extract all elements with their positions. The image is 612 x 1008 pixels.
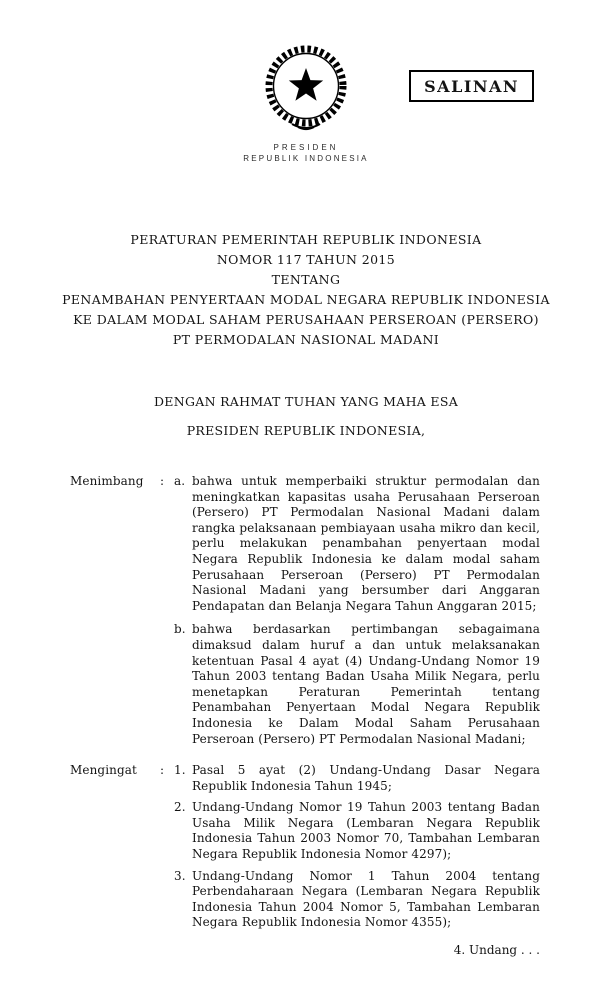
mengingat-label: Mengingat (70, 763, 137, 778)
regulation-title (0, 230, 612, 350)
preamble (0, 394, 612, 438)
item-text: Pasal 5 ayat (2) Undang-Undang Dasar Negara Republik Indonesia Tahun 1945; (192, 763, 540, 793)
item-marker: b. (174, 622, 186, 637)
preamble-rahmat: DENGAN RAHMAT TUHAN YANG MAHA ESA (153, 394, 459, 409)
title-line-number: NOMOR 117 TAHUN 2015 (216, 252, 396, 267)
mengingat-colon: : (160, 763, 165, 778)
title-line-tentang: TENTANG (271, 272, 341, 287)
mengingat-items (174, 763, 540, 931)
title-line-subject-3: PT PERMODALAN NASIONAL MADANI (172, 332, 440, 347)
mengingat-item-1 (174, 763, 540, 794)
title-line-subject-1: PENAMBAHAN PENYERTAAN MODAL NEGARA REPUBLIK INDONESIA (62, 292, 550, 307)
item-marker: 1. (174, 763, 186, 778)
menimbang-item-a (174, 474, 540, 614)
mengingat-item-3 (174, 869, 540, 931)
mengingat-section (70, 763, 540, 931)
menimbang-items (174, 474, 540, 747)
title-line-subject-2: KE DALAM MODAL SAHAM PERUSAHAAN PERSEROAN (PERSERO) (73, 312, 539, 327)
title-line-regulation: PERATURAN PEMERINTAH REPUBLIK INDONESIA (130, 232, 482, 247)
salinan-stamp (409, 70, 534, 102)
letterhead-caption (0, 142, 612, 164)
item-marker: 2. (174, 800, 186, 815)
menimbang-colon: : (160, 474, 165, 488)
letterhead-republik-indonesia: REPUBLIK INDONESIA (243, 154, 369, 163)
item-marker: a. (174, 474, 186, 488)
item-text: Undang-Undang Nomor 19 Tahun 2003 tentang Badan Usaha Milik Negara (Lembaran Negara Republik Indonesia Tahun 2003 Nomor 70, Tambahan Lembaran Negara Republik Indonesia Nomor 4297); (192, 800, 540, 862)
item-text: bahwa untuk memperbaiki struktur permodalan dan meningkatkan kapasitas usaha Perusahaan Perseroan (Persero) PT Permodalan Nasional Madani dalam rangka pelaksanaan pembiayaan usaha mikro dan kecil, perlu melakukan penambahan penyertaan modal Negara Republik Indonesia ke dalam modal saham Perusahaan Perseroan (Persero) PT Permodalan Nasional Madani yang bersumber dari Anggaran Pendapatan dan Belanja Negara Tahun Anggaran 2015; (192, 474, 540, 613)
menimbang-label: Menimbang (70, 474, 144, 488)
letterhead-presiden: PRESIDEN (273, 143, 339, 152)
salinan-label: SALINAN (424, 77, 519, 96)
menimbang-section (70, 474, 540, 747)
page-catchword: 4. Undang . . . (453, 943, 540, 958)
item-text: Undang-Undang Nomor 1 Tahun 2004 tentang Perbendaharaan Negara (Lembaran Negara Republik Indonesia Tahun 2004 Nomor 5, Tambahan Lembaran Negara Republik Indonesia Nomor 4355); (192, 868, 540, 930)
mengingat-item-2 (174, 800, 540, 862)
national-emblem-star-icon (254, 42, 358, 134)
item-marker: 3. (174, 868, 186, 883)
preamble-presiden: PRESIDEN REPUBLIK INDONESIA, (186, 423, 426, 438)
document-body (0, 474, 612, 931)
item-text: bahwa berdasarkan pertimbangan sebagaimana dimaksud dalam huruf a dan untuk melaksanakan ketentuan Pasal 4 ayat (4) Undang-Undang Nomor 19 Tahun 2003 tentang Badan Usaha Milik Negara, perlu menetapkan Peraturan Pemerintah tentang Penambahan Penyertaan Modal Negara Republik Indonesia ke Dalam Modal Saham Perusahaan Perseroan (Persero) PT Permodalan Nasional Madani; (192, 622, 540, 746)
menimbang-item-b (174, 622, 540, 747)
